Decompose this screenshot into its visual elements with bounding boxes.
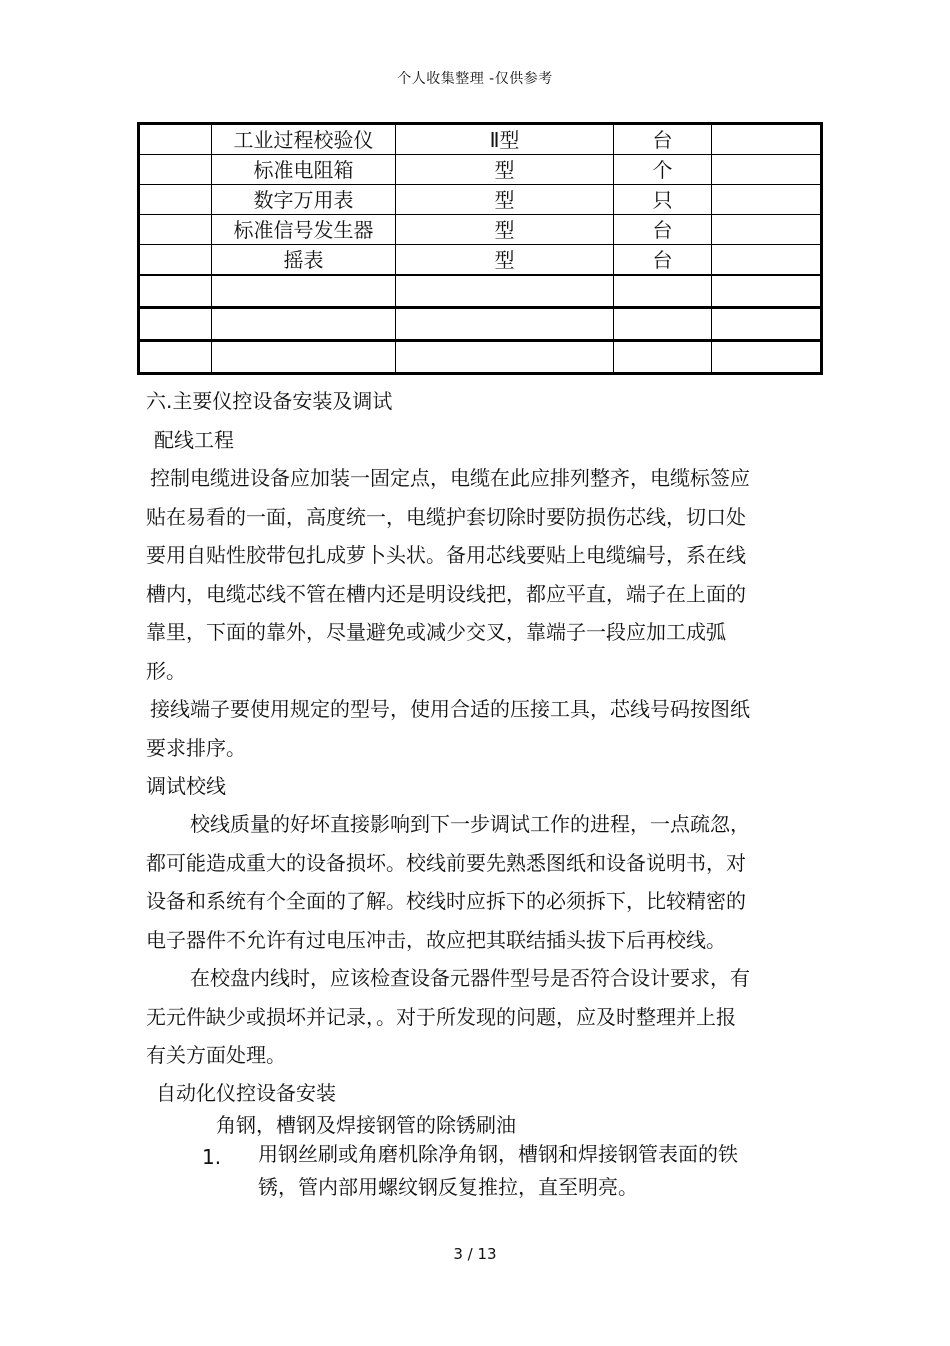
para-line: 控制电缆进设备应加装一固定点，电缆在此应排列整齐，电缆标签应 (150, 466, 750, 490)
para-line: 设备和系统有个全面的了解。校线时应拆下的必须拆下，比较精密的 (146, 889, 746, 913)
table-cell: 摇表 (212, 245, 396, 276)
para-line: 贴在易看的一面，高度统一，电缆护套切除时要防损伤芯线，切口处 (146, 504, 746, 529)
list-item-1 (258, 1138, 738, 1204)
para-line: 要用自贴性胶带包扎成萝卜头状。备用芯线要贴上电缆编号，系在线 (146, 543, 746, 567)
para-line: 接线端子要使用规定的型号，使用合适的压接工具，芯线号码按图纸 (150, 697, 750, 721)
table-cell (396, 275, 614, 308)
table-cell: 台 (614, 215, 712, 245)
table-cell (139, 341, 212, 374)
para-line: 要求排序。 (146, 735, 246, 760)
table-row (139, 275, 822, 308)
table-cell (396, 308, 614, 341)
table-cell (712, 155, 822, 185)
table-cell: 只 (614, 185, 712, 215)
rust-title: 角钢，槽钢及焊接钢管的除锈刷油 (216, 1113, 516, 1137)
table-cell (139, 155, 212, 185)
table-row (139, 341, 822, 374)
table-cell (712, 275, 822, 308)
table-cell (396, 341, 614, 374)
table-cell (712, 124, 822, 155)
table-cell (614, 308, 712, 341)
para-line: 形。 (146, 658, 186, 683)
table-row (139, 124, 822, 155)
para-line: 在校盘内线时，应该检查设备元器件型号是否符合设计要求，有 (190, 966, 750, 990)
table-cell: 标准电阻箱 (212, 155, 396, 185)
table-cell (614, 341, 712, 374)
list-item-number: 1. (202, 1145, 222, 1169)
table-cell (139, 245, 212, 276)
table-cell: 台 (614, 124, 712, 155)
para-line: 靠里，下面的靠外，尽量避免或减少交叉，靠端子一段应加工成弧 (146, 620, 726, 644)
list-line: 锈，管内部用螺纹钢反复推拉，直至明亮。 (258, 1175, 638, 1199)
table-cell: 个 (614, 155, 712, 185)
page-number: 3 / 13 (453, 1245, 497, 1263)
equipment-table (137, 122, 823, 375)
table-cell (712, 341, 822, 374)
table-cell: 数字万用表 (212, 185, 396, 215)
para-line: 槽内，电缆芯线不管在槽内还是明设线把，都应平直，端子在上面的 (146, 581, 746, 606)
table-cell (712, 308, 822, 341)
table-cell (712, 185, 822, 215)
table-cell: 工业过程校验仪 (212, 124, 396, 155)
para-1 (146, 459, 750, 690)
para-2 (146, 690, 750, 767)
para-line: 有关方面处理。 (146, 1043, 286, 1067)
table-cell: 标准信号发生器 (212, 215, 396, 245)
table-cell (212, 308, 396, 341)
table-cell (212, 341, 396, 374)
table-row (139, 185, 822, 215)
table-cell (712, 245, 822, 276)
table-cell (139, 308, 212, 341)
para-line: 都可能造成重大的设备损坏。校线前要先熟悉图纸和设备说明书，对 (146, 850, 746, 875)
table-cell (139, 215, 212, 245)
para-line: 无元件缺少或损坏并记录，。对于所发现的问题，应及时整理并上报 (146, 1004, 736, 1029)
list-line: 用钢丝刷或角磨机除净角钢，槽钢和焊接钢管表面的铁 (258, 1142, 738, 1166)
section-title: 六.主要仪控设备安装及调试 (146, 389, 393, 413)
auto-title: 自动化仪控设备安装 (156, 1081, 336, 1105)
table-cell: 台 (614, 245, 712, 276)
page-header: 个人收集整理 -仅供参考 (397, 71, 553, 87)
table-row (139, 215, 822, 245)
table-row (139, 308, 822, 341)
para-line: 校线质量的好坏直接影响到下一步调试工作的进程，一点疏忽， (190, 812, 750, 836)
table-row (139, 245, 822, 276)
table-cell: 型 (396, 155, 614, 185)
para-4 (146, 959, 750, 1075)
table-cell: 型 (396, 185, 614, 215)
table-cell: 型 (396, 245, 614, 276)
wiring-title: 配线工程 (154, 428, 234, 452)
debug-title: 调试校线 (146, 774, 226, 798)
table-cell (712, 215, 822, 245)
para-line: 电子器件不允许有过电压冲击，故应把其联结插头拔下后再校线。 (146, 927, 726, 952)
table-row (139, 155, 822, 185)
table-cell: 型 (396, 215, 614, 245)
table-cell (614, 275, 712, 308)
table-cell (139, 124, 212, 155)
table-cell (139, 275, 212, 308)
table-cell (212, 275, 396, 308)
table-cell (139, 185, 212, 215)
table-cell: Ⅱ型 (396, 124, 614, 155)
para-3 (146, 805, 750, 959)
